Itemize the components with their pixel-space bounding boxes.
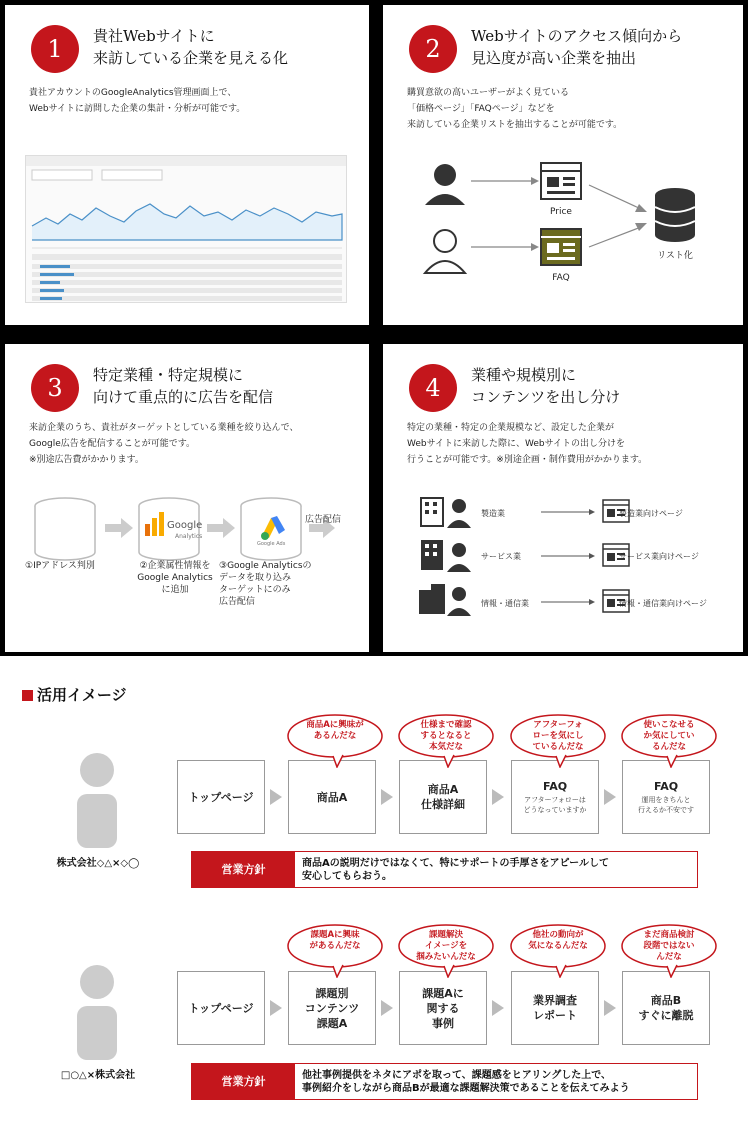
page-manufacturing: 製造業向けページ — [619, 509, 683, 518]
card-title: 特定業種・特定規模に 向けて重点的に広告を配信 — [93, 366, 274, 406]
card-description: 購買意欲の高いユーザーがよく見ている 「価格ページ」「FAQページ」などを 来訪している企業リストを抽出することが可能です。 — [407, 88, 623, 130]
ad-flow-diagram — [33, 496, 343, 566]
card-title: 業種や規模別に コンテンツを出し分け — [471, 366, 621, 406]
step-note: 運用をきちんと 行えるか不安です — [638, 796, 694, 814]
person-silhouette-icon — [76, 752, 118, 848]
arrow-right-icon — [270, 789, 282, 805]
ip-database-icon — [35, 498, 95, 560]
google-ads-database-icon — [241, 498, 301, 560]
step-number: 1 — [31, 25, 79, 73]
step-note: アフターフォローは どうなっていますか — [523, 796, 587, 814]
faq-label: FAQ — [552, 273, 570, 283]
journey-step-box — [622, 971, 710, 1045]
card-title: 貴社Webサイトに 来訪している企業を見える化 — [93, 27, 289, 67]
journey-step-box — [288, 971, 376, 1045]
step-attribute: ②企業属性情報を Google Analytics に追加 — [137, 561, 213, 595]
bubble-text: 他社の動向が 気になるんだな — [528, 930, 588, 951]
industry-manufacturing: 製造業 — [481, 509, 505, 518]
step-title: 商品B すぐに離脱 — [638, 994, 694, 1022]
feature-card-3 — [5, 344, 369, 652]
thought-bubble — [508, 712, 608, 768]
step-title: 課題別 コンテンツ 課題A — [304, 986, 360, 1030]
feature-card-2 — [383, 5, 743, 325]
arrow-right-icon — [604, 789, 616, 805]
industry-service: サービス業 — [481, 552, 521, 561]
list-label: リスト化 — [657, 251, 693, 261]
thought-bubble — [285, 712, 385, 768]
step-title: トップページ — [188, 1001, 254, 1015]
office-building-icon — [421, 540, 471, 572]
city-buildings-icon — [419, 584, 471, 616]
sales-policy — [191, 1063, 698, 1100]
journey-step-box — [511, 760, 599, 834]
thought-bubble — [396, 922, 496, 978]
policy-text: 商品Aの説明だけではなくて、特にサポートの手厚さをアピールして 安心してもらおう。 — [302, 858, 609, 882]
database-icon — [655, 188, 695, 242]
thought-bubble — [396, 712, 496, 768]
arrow-right-icon — [492, 789, 504, 805]
thought-bubble — [508, 922, 608, 978]
feature-card-1 — [5, 5, 369, 325]
card-description: 特定の業種・特定の企業規模など、設定した企業が Webサイトに来訪した際に、Webサイトの出し分けを 行うことが可能です。※別途企画・制作費用がかかります。 — [407, 423, 648, 465]
arrow-right-icon — [381, 1000, 393, 1016]
arrow-right-icon — [604, 1000, 616, 1016]
policy-text: 他社事例提供をネタにアポを取って、課題感をヒアリングした上で、 事例紹介をしながら商品Bが最適な課題解決策であることを伝えてみよう — [302, 1070, 630, 1094]
step-target: ③Google Analyticsの データを取り込み ターゲットにのみ 広告配信 — [219, 561, 312, 607]
google-ads-logo-text: Google Ads — [257, 541, 286, 547]
company-name: 株式会社◇△×◇◯ — [56, 858, 140, 869]
step-title: FAQ — [653, 780, 679, 793]
thought-bubble — [619, 712, 719, 768]
step-number: 4 — [409, 364, 457, 412]
industry-ict: 情報・通信業 — [481, 599, 529, 608]
step-number: 2 — [409, 25, 457, 73]
sales-policy — [191, 851, 698, 888]
faq-page-icon — [541, 229, 581, 265]
step-title: トップページ — [188, 790, 254, 804]
step-title: 商品A 仕様詳細 — [421, 783, 465, 811]
bubble-text: 商品Aに興味が あるんだな — [306, 720, 364, 741]
person-silhouette-icon — [76, 964, 118, 1060]
analytics-line-graph — [26, 156, 348, 304]
step-ip: ①IPアドレス判別 — [25, 561, 95, 571]
journey-step-box — [399, 760, 487, 834]
business-user-icon — [425, 230, 465, 273]
step-title: FAQ — [542, 780, 568, 793]
section-title-text: 活用イメージ — [37, 686, 127, 704]
bubble-text: 課題Aに興味 があるんだな — [309, 930, 361, 951]
card-description: 貴社アカウントのGoogleAnalytics管理画面上で、 Webサイトに訪問した企業の集計・分析が可能です。 — [29, 88, 246, 114]
business-user-icon — [425, 164, 465, 205]
price-label: Price — [550, 207, 572, 217]
journey-step-box — [622, 760, 710, 834]
square-marker-icon — [22, 690, 33, 701]
price-page-icon — [541, 163, 581, 199]
page-service: サービス業向けページ — [619, 552, 699, 561]
analytics-screenshot — [25, 155, 347, 303]
policy-label: 営業方針 — [192, 852, 295, 887]
thought-bubble — [285, 922, 385, 978]
bubble-text: アフターフォ ローを気にし ているんだな — [532, 720, 584, 752]
feature-card-4 — [383, 344, 743, 652]
analytics-logo-text: Analytics — [175, 533, 203, 540]
journey-step-box — [177, 971, 265, 1045]
arrow-right-icon — [270, 1000, 282, 1016]
journey-step-box — [511, 971, 599, 1045]
journey-step-box — [288, 760, 376, 834]
bubble-text: まだ商品検討 段階ではない んだな — [643, 930, 695, 962]
policy-label: 営業方針 — [192, 1064, 295, 1099]
step-number: 3 — [31, 364, 79, 412]
bubble-text: 仕様まで確認 するとなると 本気だな — [420, 720, 472, 752]
journey-step-box — [399, 971, 487, 1045]
step-title: 商品A — [316, 790, 348, 804]
section-title — [22, 684, 127, 705]
company-name: □○△×株式会社 — [60, 1070, 136, 1081]
arrow-right-icon — [381, 789, 393, 805]
step-title: 課題Aに 関する 事例 — [422, 986, 464, 1030]
step-title: 業界調査 レポート — [533, 994, 577, 1022]
ad-delivery-label: 広告配信 — [305, 515, 342, 525]
card-description: 来訪企業のうち、貴社がターゲットとしている業種を絞り込んで、 Google広告を配信することが可能です。 ※別途広告費がかかります。 — [29, 423, 299, 465]
thought-bubble — [619, 922, 719, 978]
factory-building-icon — [421, 498, 471, 528]
page-ict: 情報・通信業向けページ — [619, 599, 707, 608]
bubble-text: 課題解決 イメージを 掴みたいんだな — [416, 930, 476, 962]
arrow-right-icon — [492, 1000, 504, 1016]
bubble-text: 使いこなせる か気にしてい るんだな — [643, 720, 695, 752]
google-logo-text: Google — [167, 520, 203, 531]
card-title: Webサイトのアクセス傾向から 見込度が高い企業を抽出 — [471, 27, 683, 67]
journey-step-box — [177, 760, 265, 834]
